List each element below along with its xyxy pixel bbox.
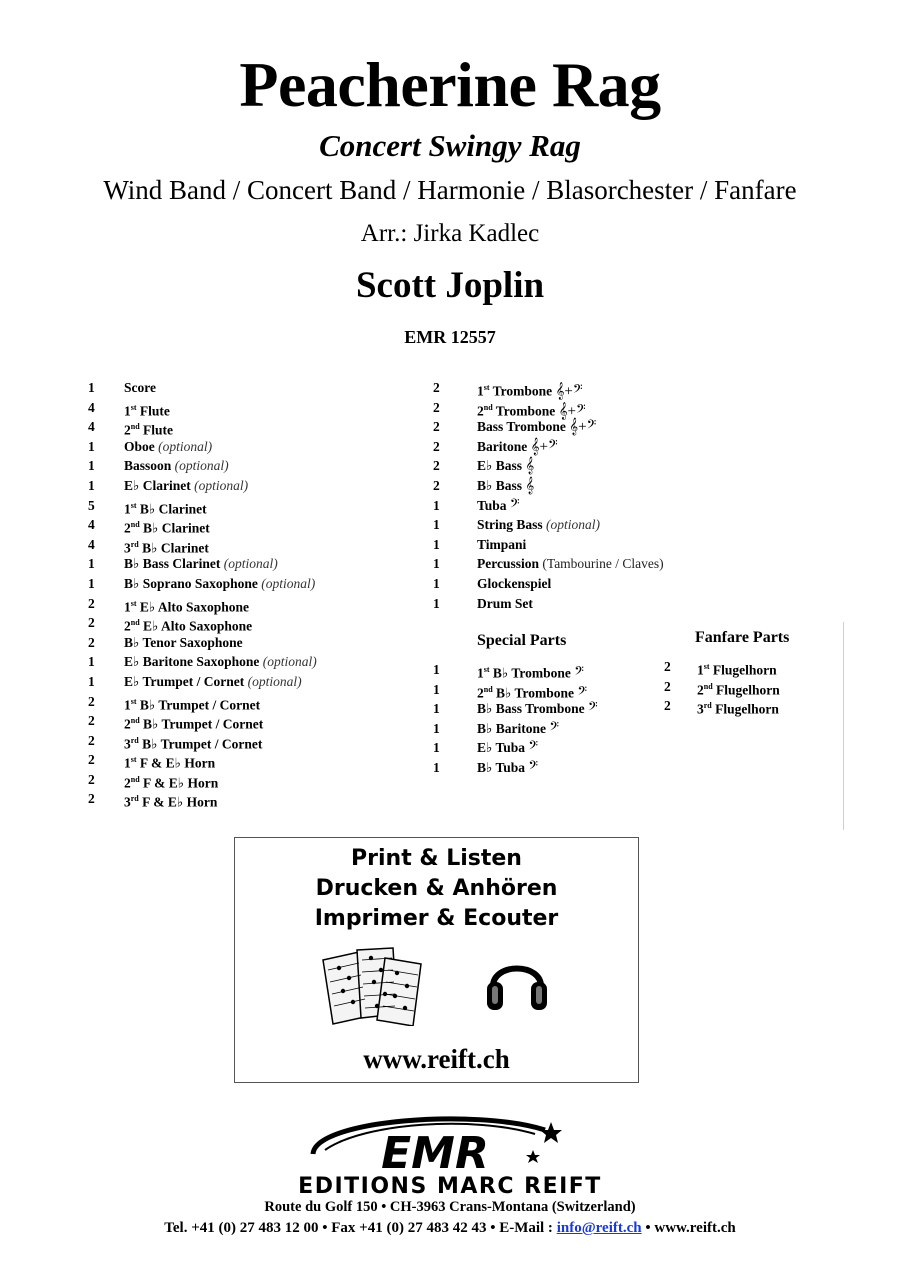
part-name bbox=[477, 719, 559, 740]
part-instrument: B♭ Bass bbox=[477, 477, 523, 493]
part-ordinal: 3 bbox=[124, 540, 131, 556]
part-quantity: 2 bbox=[88, 752, 95, 768]
part-name bbox=[477, 758, 538, 779]
part-quantity: 2 bbox=[664, 659, 671, 674]
composer: Scott Joplin bbox=[355, 265, 545, 306]
part-row bbox=[88, 692, 418, 712]
part-quantity: 1 bbox=[433, 662, 440, 677]
part-row bbox=[88, 672, 418, 692]
email-link[interactable]: info@reift.ch bbox=[556, 1220, 642, 1236]
ensemble-list: Wind Band / Concert Band / Harmonie / Blasorchester / Fanfare bbox=[103, 175, 797, 205]
part-quantity: 2 bbox=[664, 698, 671, 714]
part-ordinal: 2 bbox=[124, 716, 131, 732]
part-name bbox=[477, 699, 598, 720]
part-instrument: B♭ Trombone bbox=[496, 685, 575, 701]
part-row bbox=[433, 417, 763, 437]
part-ordinal-suffix: st bbox=[483, 383, 490, 392]
part-instrument: F & E♭ Horn bbox=[142, 794, 218, 810]
part-instrument: E♭ Tuba bbox=[477, 740, 526, 756]
part-instrument: B♭ Clarinet bbox=[142, 540, 209, 556]
part-instrument: F & E♭ Horn bbox=[139, 755, 216, 771]
part-ordinal-suffix: st bbox=[130, 755, 137, 765]
part-instrument: E♭ Clarinet bbox=[124, 477, 191, 493]
part-name bbox=[477, 437, 558, 458]
part-ordinal: 2 bbox=[477, 685, 484, 701]
part-instrument: Flugelhorn bbox=[712, 662, 777, 678]
part-instrument: B♭ Clarinet bbox=[139, 501, 207, 517]
part-quantity: 2 bbox=[88, 595, 95, 611]
clef-icon: 𝄞+𝄢 bbox=[530, 438, 558, 455]
subtitle: Concert Swingy Rag bbox=[319, 128, 581, 163]
clef-icon: 𝄢 bbox=[588, 701, 598, 718]
parts-list-left bbox=[88, 378, 418, 809]
part-row bbox=[88, 554, 418, 574]
optional-tag: (optional) bbox=[174, 458, 229, 474]
part-quantity: 2 bbox=[664, 678, 671, 694]
part-row bbox=[433, 496, 763, 516]
part-ordinal-suffix: st bbox=[130, 598, 137, 608]
part-name bbox=[477, 535, 526, 555]
part-instrument: Drum Set bbox=[477, 595, 533, 611]
part-ordinal-suffix: nd bbox=[703, 681, 713, 691]
part-row bbox=[433, 535, 763, 555]
sheet-music-icon bbox=[319, 946, 429, 1026]
part-row bbox=[88, 594, 418, 614]
part-ordinal-suffix: nd bbox=[130, 520, 140, 530]
special-part-row bbox=[433, 660, 673, 680]
part-instrument: B♭ Clarinet bbox=[143, 520, 210, 536]
part-instrument: Tuba bbox=[477, 497, 507, 513]
part-instrument: Flugelhorn bbox=[716, 682, 780, 698]
clef-icon: 𝄢 bbox=[528, 740, 539, 757]
part-row bbox=[88, 574, 418, 594]
optional-tag: (optional) bbox=[261, 575, 316, 591]
part-quantity: 2 bbox=[433, 477, 440, 493]
part-ordinal-suffix: nd bbox=[130, 422, 140, 432]
part-instrument: B♭ Trumpet / Cornet bbox=[143, 716, 264, 732]
part-name bbox=[124, 789, 217, 812]
part-quantity: 2 bbox=[433, 419, 440, 435]
part-quantity: 2 bbox=[88, 771, 95, 787]
clef-icon: 𝄢 bbox=[528, 759, 539, 776]
contact-phone-fax: Tel. +41 (0) 27 483 12 00 • Fax +41 (0) 27 483 42 43 • E-Mail : bbox=[164, 1220, 557, 1236]
part-quantity: 2 bbox=[433, 458, 440, 474]
part-instrument: Bassoon bbox=[124, 458, 172, 474]
part-ordinal: 3 bbox=[124, 794, 131, 810]
publisher-contact bbox=[0, 1220, 900, 1237]
part-name bbox=[477, 738, 538, 759]
arranger: Arr.: Jirka Kadlec bbox=[360, 220, 540, 247]
part-ordinal-suffix: st bbox=[130, 402, 137, 412]
part-quantity: 4 bbox=[88, 419, 95, 435]
part-ordinal: 1 bbox=[124, 403, 131, 419]
part-ordinal-suffix: rd bbox=[703, 701, 712, 711]
part-name bbox=[124, 437, 212, 457]
part-instrument: Bass Trombone bbox=[477, 419, 566, 435]
page-title: Peacherine Rag bbox=[239, 49, 661, 120]
optional-tag: (optional) bbox=[247, 673, 302, 689]
part-quantity: 1 bbox=[88, 556, 95, 572]
part-ordinal: 2 bbox=[477, 403, 484, 419]
special-parts-heading: Special Parts bbox=[477, 632, 567, 649]
promo-line-imprimer: Imprimer & Ecouter bbox=[314, 906, 559, 931]
part-row bbox=[88, 652, 418, 672]
part-instrument: Flute bbox=[143, 422, 174, 438]
part-row bbox=[88, 496, 418, 516]
part-instrument: Glockenspiel bbox=[477, 575, 552, 591]
part-row bbox=[88, 731, 418, 751]
clef-icon: 𝄢 bbox=[574, 665, 584, 682]
part-ordinal-suffix: nd bbox=[130, 618, 140, 628]
part-name bbox=[124, 554, 278, 574]
fanfare-part-row bbox=[664, 677, 844, 697]
part-ordinal-suffix: rd bbox=[130, 794, 139, 804]
part-instrument: Score bbox=[124, 380, 156, 395]
part-name bbox=[477, 554, 664, 574]
part-row bbox=[433, 398, 763, 418]
part-ordinal-suffix: st bbox=[130, 696, 137, 706]
part-name bbox=[697, 696, 779, 719]
part-row bbox=[433, 476, 763, 496]
part-row bbox=[88, 515, 418, 535]
part-instrument: Baritone bbox=[477, 438, 528, 454]
fanfare-part-row bbox=[664, 696, 844, 716]
part-ordinal-suffix: nd bbox=[130, 774, 140, 784]
part-quantity: 1 bbox=[433, 556, 440, 572]
part-quantity: 1 bbox=[433, 740, 440, 756]
part-ordinal-suffix: st bbox=[483, 665, 490, 674]
part-row bbox=[433, 515, 763, 535]
part-row bbox=[88, 378, 418, 398]
part-quantity: 4 bbox=[88, 536, 95, 552]
part-ordinal: 2 bbox=[697, 682, 704, 698]
part-row bbox=[433, 554, 763, 574]
part-quantity: 2 bbox=[88, 791, 95, 807]
part-name bbox=[124, 574, 315, 594]
logo-lettering: EMR bbox=[381, 1128, 489, 1179]
part-name bbox=[477, 417, 596, 438]
part-row bbox=[88, 750, 418, 770]
part-name bbox=[477, 594, 533, 614]
part-ordinal: 1 bbox=[697, 662, 704, 678]
clef-icon: 𝄞+𝄢 bbox=[555, 383, 583, 400]
part-name bbox=[477, 456, 534, 477]
clef-icon: 𝄞 bbox=[525, 458, 535, 475]
part-quantity: 1 bbox=[433, 536, 440, 552]
catalog-number: EMR 12557 bbox=[404, 327, 496, 347]
part-quantity: 1 bbox=[88, 575, 95, 591]
special-part-row bbox=[433, 699, 673, 719]
part-name bbox=[124, 672, 302, 692]
part-row bbox=[88, 770, 418, 790]
part-instrument: Flugelhorn bbox=[715, 701, 779, 717]
part-quantity: 4 bbox=[88, 399, 95, 415]
part-ordinal: 3 bbox=[697, 701, 704, 717]
part-ordinal-suffix: rd bbox=[130, 539, 139, 549]
part-ordinal: 3 bbox=[124, 736, 131, 752]
part-quantity: 1 bbox=[433, 759, 440, 775]
part-instrument: B♭ Bass Trombone bbox=[477, 701, 585, 717]
part-ordinal: 1 bbox=[124, 697, 131, 712]
print-listen-box[interactable] bbox=[234, 837, 639, 1083]
clef-icon: 𝄢 bbox=[549, 720, 560, 737]
optional-tag: (optional) bbox=[158, 438, 213, 454]
part-instrument: B♭ Baritone bbox=[477, 720, 546, 736]
part-quantity: 1 bbox=[433, 575, 440, 591]
part-name bbox=[477, 515, 600, 535]
part-ordinal: 1 bbox=[124, 755, 131, 771]
clef-icon: 𝄞+𝄢 bbox=[569, 419, 597, 436]
clef-icon: 𝄢 bbox=[577, 685, 588, 702]
part-note: (Tambourine / Claves) bbox=[542, 556, 664, 572]
part-ordinal: 2 bbox=[124, 775, 131, 791]
divider bbox=[843, 622, 844, 830]
part-ordinal-suffix: nd bbox=[483, 684, 493, 694]
part-instrument: Trombone bbox=[492, 383, 553, 399]
publisher-name: EDITIONS MARC REIFT bbox=[298, 1174, 602, 1199]
part-quantity: 1 bbox=[88, 477, 95, 493]
part-name bbox=[477, 574, 551, 594]
part-name bbox=[124, 378, 156, 398]
part-row bbox=[88, 476, 418, 496]
part-instrument: E♭ Alto Saxophone bbox=[139, 599, 250, 615]
clef-icon: 𝄢 bbox=[509, 497, 520, 514]
part-quantity: 2 bbox=[88, 713, 95, 729]
promo-line-drucken: Drucken & Anhören bbox=[315, 876, 558, 901]
part-quantity: 1 bbox=[433, 701, 440, 717]
part-quantity: 1 bbox=[433, 595, 440, 611]
part-instrument: Trombone bbox=[495, 403, 556, 419]
part-ordinal-suffix: nd bbox=[483, 402, 493, 412]
part-quantity: 1 bbox=[433, 681, 440, 697]
fanfare-part-row bbox=[664, 657, 844, 677]
part-ordinal: 2 bbox=[124, 422, 131, 438]
part-row bbox=[433, 378, 763, 398]
part-quantity: 2 bbox=[88, 732, 95, 748]
part-name bbox=[124, 633, 243, 653]
part-instrument: Percussion bbox=[477, 556, 540, 572]
parts-list-right bbox=[433, 378, 763, 613]
special-part-row bbox=[433, 719, 673, 739]
optional-tag: (optional) bbox=[262, 654, 317, 670]
part-ordinal: 2 bbox=[124, 520, 131, 536]
part-ordinal-suffix: st bbox=[130, 500, 137, 510]
fanfare-parts-heading: Fanfare Parts bbox=[695, 629, 790, 646]
part-instrument: B♭ Tenor Saxophone bbox=[124, 634, 243, 650]
part-ordinal: 1 bbox=[477, 383, 484, 399]
part-instrument: F & E♭ Horn bbox=[143, 775, 219, 791]
part-row bbox=[88, 613, 418, 633]
part-quantity: 1 bbox=[433, 497, 440, 513]
part-instrument: E♭ Baritone Saxophone bbox=[124, 654, 260, 670]
optional-tag: (optional) bbox=[194, 477, 249, 493]
part-ordinal-suffix: rd bbox=[130, 735, 139, 745]
part-quantity: 2 bbox=[88, 693, 95, 709]
part-row bbox=[88, 417, 418, 437]
part-quantity: 2 bbox=[433, 399, 440, 415]
part-name bbox=[477, 496, 520, 517]
part-ordinal: 2 bbox=[124, 618, 131, 634]
part-row bbox=[88, 633, 418, 653]
part-row bbox=[88, 398, 418, 418]
part-instrument: B♭ Trumpet / Cornet bbox=[139, 697, 261, 712]
part-quantity: 1 bbox=[88, 458, 95, 474]
part-quantity: 5 bbox=[88, 497, 95, 513]
clef-icon: 𝄞+𝄢 bbox=[558, 403, 586, 420]
optional-tag: (optional) bbox=[223, 556, 278, 572]
promo-line-print-listen: Print & Listen bbox=[351, 846, 522, 871]
part-instrument: E♭ Bass bbox=[477, 458, 523, 474]
part-instrument: B♭ Bass Clarinet bbox=[124, 556, 221, 572]
part-instrument: Timpani bbox=[477, 536, 527, 552]
special-parts-list bbox=[433, 660, 673, 778]
part-row bbox=[433, 437, 763, 457]
part-row bbox=[433, 456, 763, 476]
part-instrument: B♭ Tuba bbox=[477, 759, 526, 775]
headphones-icon bbox=[485, 948, 549, 1014]
part-ordinal: 1 bbox=[124, 599, 131, 615]
website-link[interactable]: www.reift.ch bbox=[363, 1044, 510, 1074]
publisher-address: Route du Golf 150 • CH-3963 Crans-Montana (Switzerland) bbox=[264, 1199, 636, 1215]
part-row bbox=[88, 535, 418, 555]
optional-tag: (optional) bbox=[546, 517, 601, 533]
part-ordinal: 1 bbox=[124, 501, 131, 517]
part-quantity: 2 bbox=[88, 634, 95, 650]
contact-website: • www.reift.ch bbox=[641, 1220, 736, 1236]
part-name bbox=[124, 652, 317, 672]
part-name bbox=[124, 456, 229, 476]
part-quantity: 4 bbox=[88, 517, 95, 533]
part-row bbox=[88, 456, 418, 476]
part-quantity: 2 bbox=[433, 380, 440, 395]
part-quantity: 1 bbox=[88, 673, 95, 689]
part-instrument: E♭ Trumpet / Cornet bbox=[124, 673, 245, 689]
part-instrument: B♭ Trombone bbox=[492, 665, 571, 681]
part-quantity: 1 bbox=[88, 654, 95, 670]
special-part-row bbox=[433, 680, 673, 700]
part-row bbox=[433, 594, 763, 614]
special-part-row bbox=[433, 758, 673, 778]
part-quantity: 1 bbox=[88, 438, 95, 454]
part-quantity: 1 bbox=[88, 380, 95, 395]
part-instrument: B♭ Trumpet / Cornet bbox=[142, 736, 263, 752]
emr-logo bbox=[305, 1110, 565, 1180]
part-instrument: String Bass bbox=[477, 517, 543, 533]
fanfare-parts-list bbox=[664, 657, 844, 716]
part-quantity: 2 bbox=[88, 615, 95, 631]
part-instrument: Flute bbox=[139, 403, 170, 419]
part-row bbox=[433, 574, 763, 594]
part-row bbox=[88, 437, 418, 457]
part-name bbox=[477, 476, 534, 497]
part-name bbox=[124, 476, 248, 496]
part-ordinal-suffix: st bbox=[703, 662, 710, 671]
part-quantity: 1 bbox=[433, 720, 440, 736]
part-instrument: B♭ Soprano Saxophone bbox=[124, 575, 258, 591]
part-row bbox=[88, 789, 418, 809]
special-part-row bbox=[433, 738, 673, 758]
clef-icon: 𝄞 bbox=[525, 477, 535, 494]
part-instrument: Oboe bbox=[124, 438, 155, 454]
part-ordinal-suffix: nd bbox=[130, 716, 140, 726]
part-quantity: 1 bbox=[433, 517, 440, 533]
part-instrument: E♭ Alto Saxophone bbox=[143, 618, 253, 634]
part-quantity: 2 bbox=[433, 438, 440, 454]
part-ordinal: 1 bbox=[477, 665, 484, 681]
part-row bbox=[88, 711, 418, 731]
